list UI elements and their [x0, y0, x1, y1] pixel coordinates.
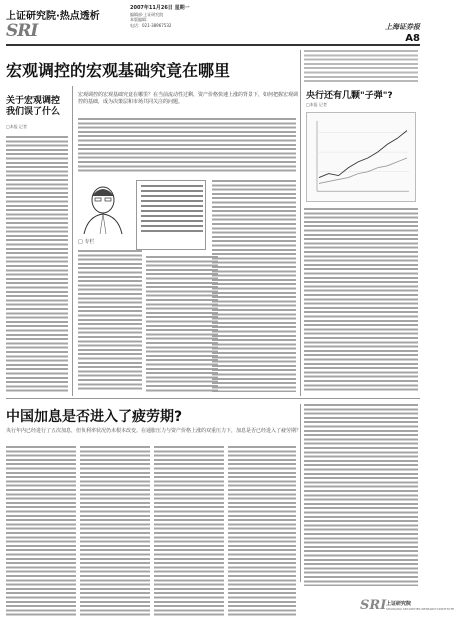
lead-lede: 宏观调控的宏观基础究竟在哪里？在当前流动性过剩、资产价格快速上涨的背景下，如何把握宏观调控的基础，成为决策层和市场共同关注的问题。: [78, 92, 299, 105]
inline-chart: [306, 112, 416, 202]
editor-line: 编辑部·上证研究院: [130, 11, 164, 17]
issue-date: 2007年11月26日 星期一: [130, 5, 190, 11]
section-brand: 上证研究院·热点透析: [6, 11, 100, 22]
pull-quote-text: [141, 185, 203, 235]
footer-name: 上证研究院: [386, 601, 412, 607]
right-author: □本报 记者: [306, 102, 328, 107]
date-block: [130, 6, 260, 28]
lead-headline: 宏观调控的宏观基础究竟在哪里: [6, 61, 231, 80]
footer-subtitle: SHANGHAI SECURITIES RESEARCH INSTITUTE: [386, 607, 454, 611]
right-lower-text: [304, 404, 418, 586]
sidebar-headline: 关于宏观调控我们误了什么: [6, 96, 61, 117]
editor-line: 电话：021-38967532: [130, 22, 172, 28]
lead-body-column-2: [146, 256, 218, 392]
editor-line: 本版编辑：: [130, 17, 150, 22]
right-headline: 央行还有几颗"子弹"?: [306, 91, 393, 101]
pull-quote-box: [136, 180, 206, 250]
page-number: A8: [405, 33, 420, 44]
section-divider: [6, 398, 420, 399]
footer-logo: [360, 598, 454, 616]
column-divider: [300, 50, 301, 396]
second-body-column-3: [154, 446, 224, 616]
paper-name: 上海证券报: [385, 22, 420, 31]
sri-logo: SRI: [6, 21, 38, 41]
sidebar-author: □本报 记者: [6, 124, 28, 129]
second-body-column-1: [6, 446, 76, 616]
second-headline: 中国加息是否进入了疲劳期?: [6, 409, 183, 425]
right-body-text: [304, 208, 418, 392]
second-body-column-2: [80, 446, 150, 616]
column-divider: [72, 86, 73, 396]
right-top-text: [304, 50, 418, 84]
footer-sri: SRI: [360, 598, 387, 613]
masthead: [6, 4, 420, 46]
second-deck: 央行年内已经进行了五次加息，但负利率状况仍未根本改变。在通胀压力与资产价格上涨的双重压力下，加息是否已经进入了疲劳期？: [6, 428, 302, 434]
sidebar-body-text: [6, 136, 68, 392]
lead-intro-text: [78, 118, 296, 172]
lead-body-column-3: [212, 180, 296, 392]
portrait-caption: □ 专栏: [78, 239, 95, 245]
author-portrait: [78, 180, 128, 234]
lead-body-column-1: [78, 250, 142, 392]
second-body-column-4: [228, 446, 296, 616]
